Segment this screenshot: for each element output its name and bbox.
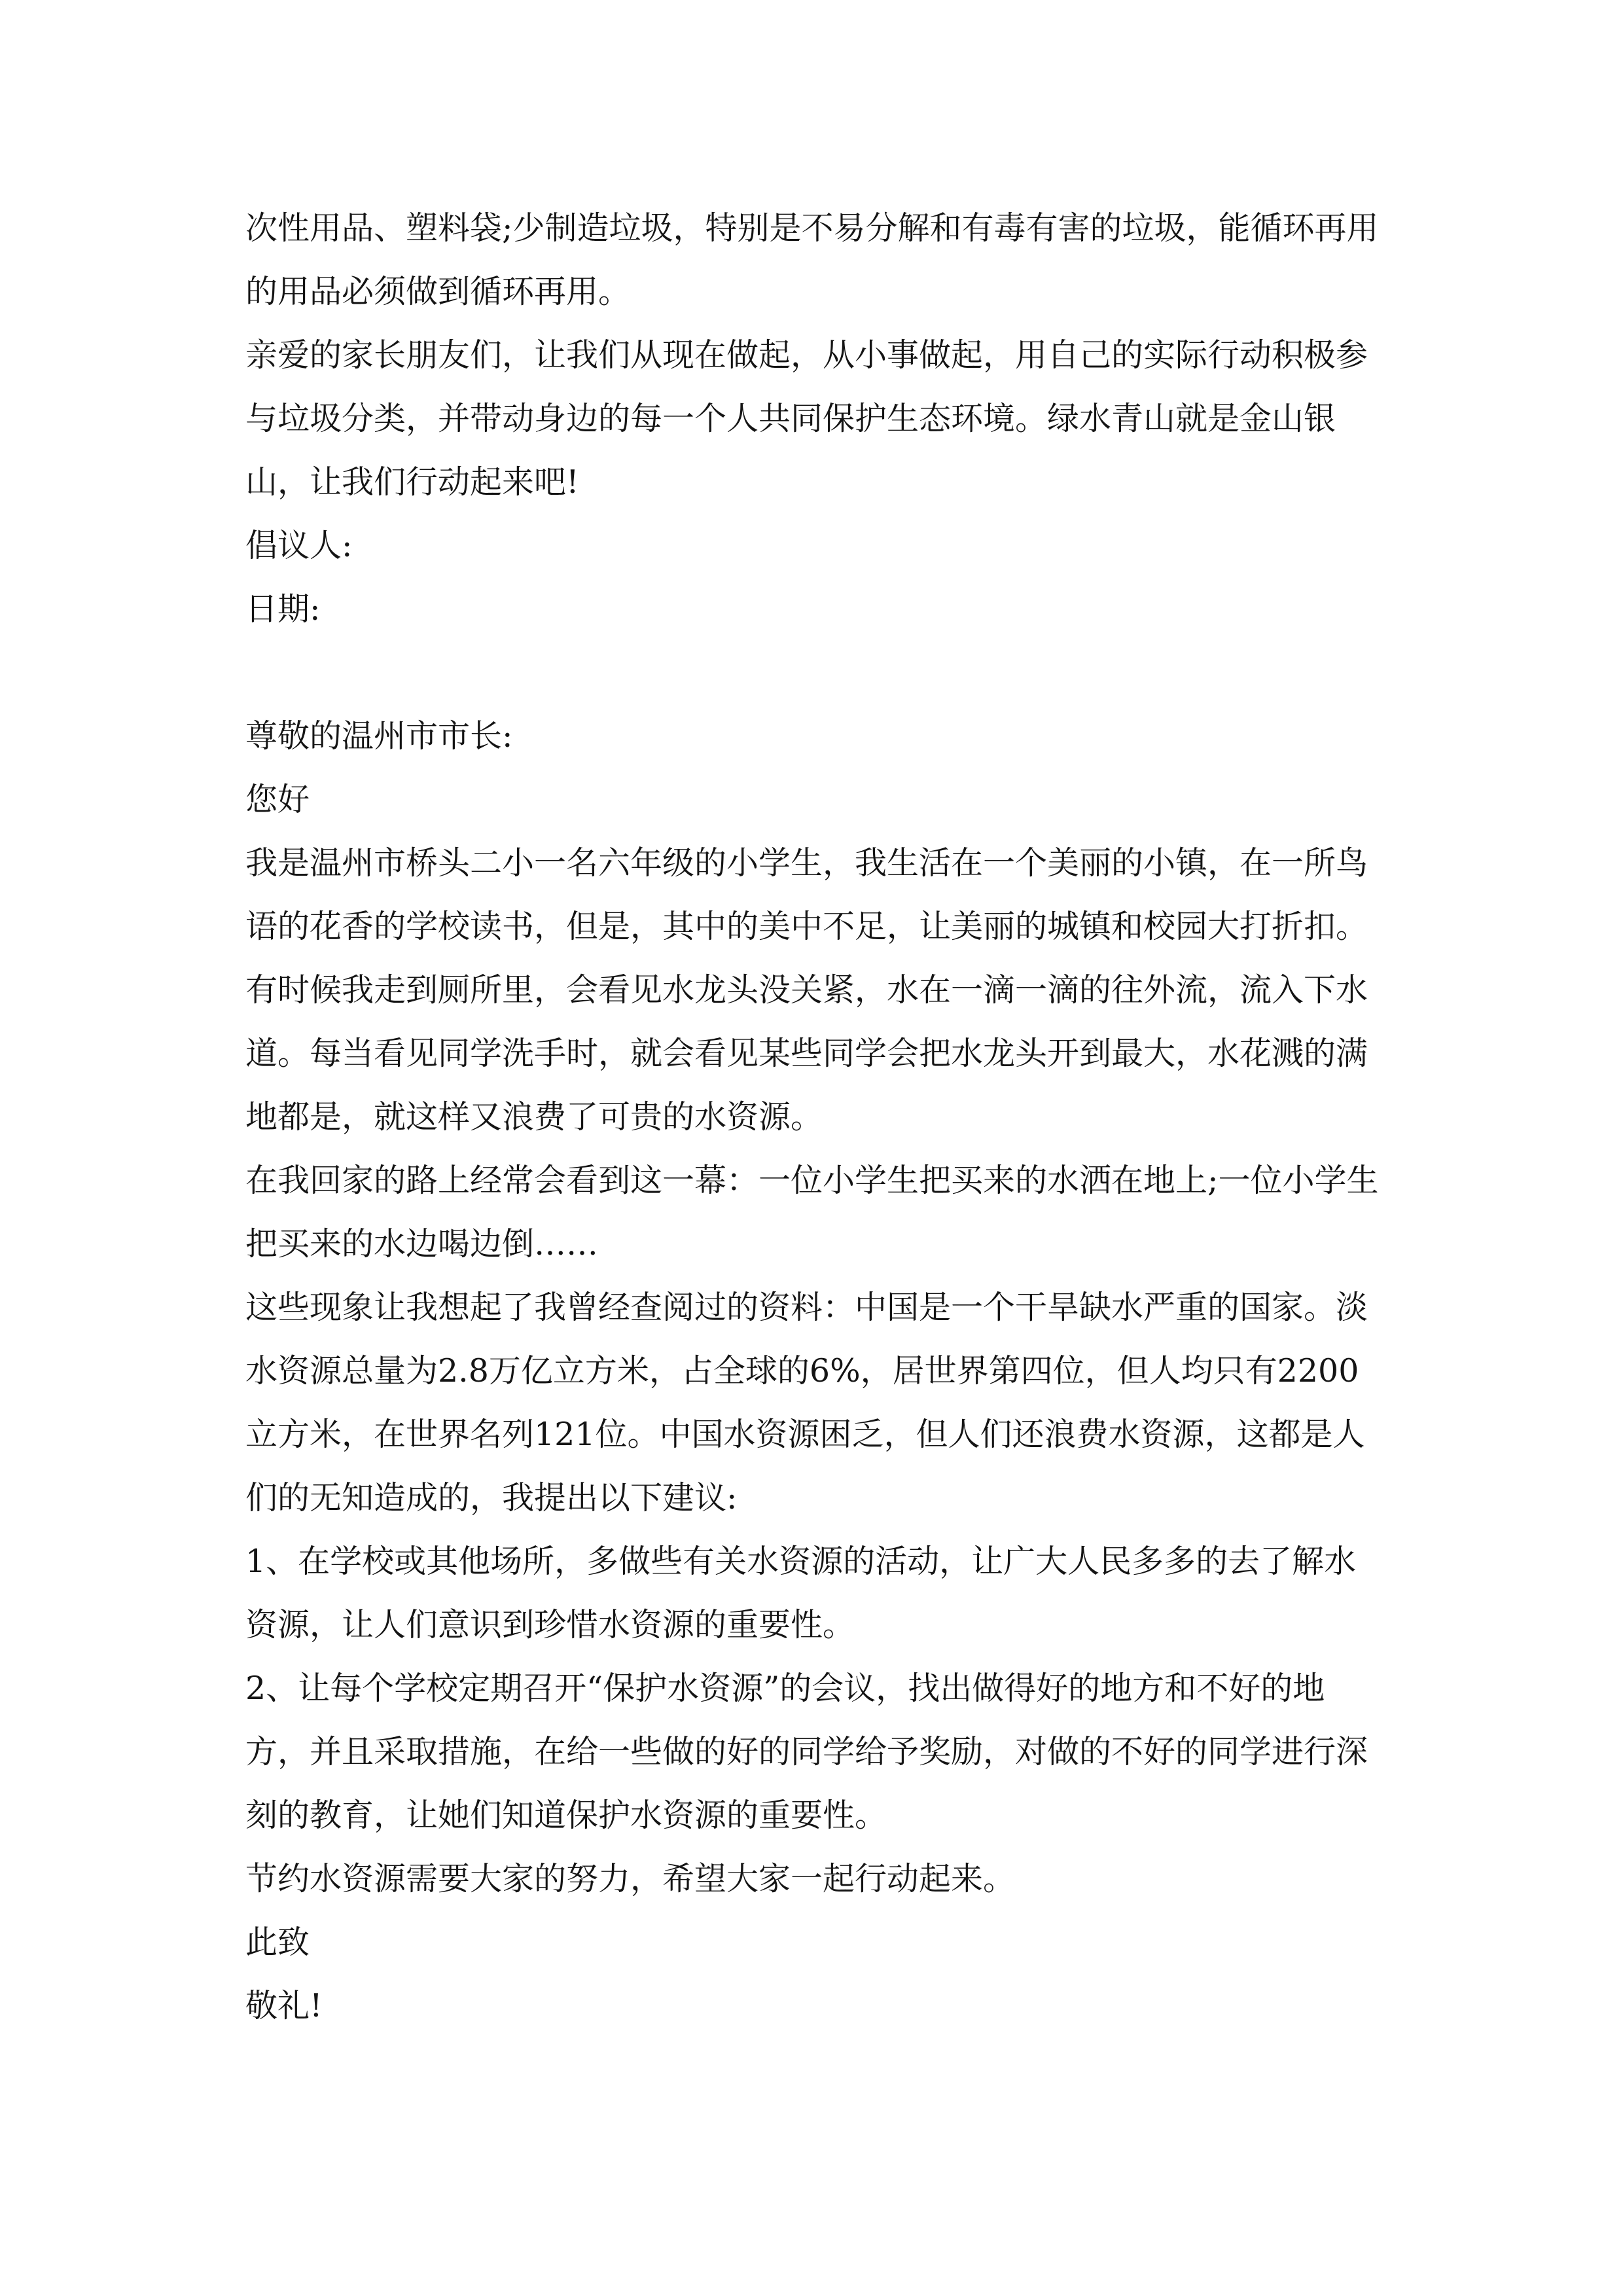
paragraph-introduction: 我是温州市桥头二小一名六年级的小学生，我生活在一个美丽的小镇，在一所鸟语的花香的学校读书，但是，其中的美中不足，让美丽的城镇和校园大打折扣。有时候我走到厕所里，会看见水龙头没关紧，水在一滴一滴的往外流，流入下水道。每当看见同学洗手时，就会看见某些同学会把水龙头开到最大，水花溅的满地都是，就这样又浪费了可贵的水资源。 (245, 844, 1368, 1136)
document-body (245, 196, 1384, 2037)
closing-line-2: 敬礼! (245, 1987, 323, 2024)
suggestion-2: 2、让每个学校定期召开“保护水资源”的会议，找出做得好的地方和不好的地方，并且采取措施，在给一些做的好的同学给予奖励，对做的不好的同学进行深刻的教育，让她们知道保护水资源的重要性。 (245, 1670, 1368, 1834)
paragraph-observation: 在我回家的路上经常会看到这一幕：一位小学生把买来的水洒在地上;一位小学生把买来的水边喝边倒…… (245, 1162, 1379, 1263)
paragraph-water-facts: 这些现象让我想起了我曾经查阅过的资料：中国是一个干旱缺水严重的国家。淡水资源总量为2.8万亿立方米，占全球的6%，居世界第四位，但人均只有2200立方米，在世界名列121位。中国水资源困乏，但人们还浪费水资源，这都是人们的无知造成的，我提出以下建议: (245, 1289, 1368, 1516)
paragraph-conclusion: 节约水资源需要大家的努力，希望大家一起行动起来。 (245, 1860, 1016, 1897)
letter-greeting: 您好 (245, 781, 310, 818)
section-spacer (245, 641, 1384, 704)
suggestion-1: 1、在学校或其他场所，多做些有关水资源的活动，让广大人民多多的去了解水资源，让人们意识到珍惜水资源的重要性。 (245, 1543, 1357, 1643)
closing-line-1: 此致 (245, 1924, 310, 1961)
paragraph-recycling: 次性用品、塑料袋;少制造垃圾，特别是不易分解和有毒有害的垃圾，能循环再用的用品必须做到循环再用。 (245, 209, 1379, 310)
initiator-line: 倡议人: (245, 527, 353, 564)
paragraph-appeal: 亲爱的家长朋友们，让我们从现在做起，从小事做起，用自己的实际行动积极参与垃圾分类，并带动身边的每一个人共同保护生态环境。绿水青山就是金山银山，让我们行动起来吧! (245, 336, 1368, 501)
letter-salutation: 尊敬的温州市市长: (245, 717, 513, 755)
date-line: 日期: (245, 590, 321, 628)
